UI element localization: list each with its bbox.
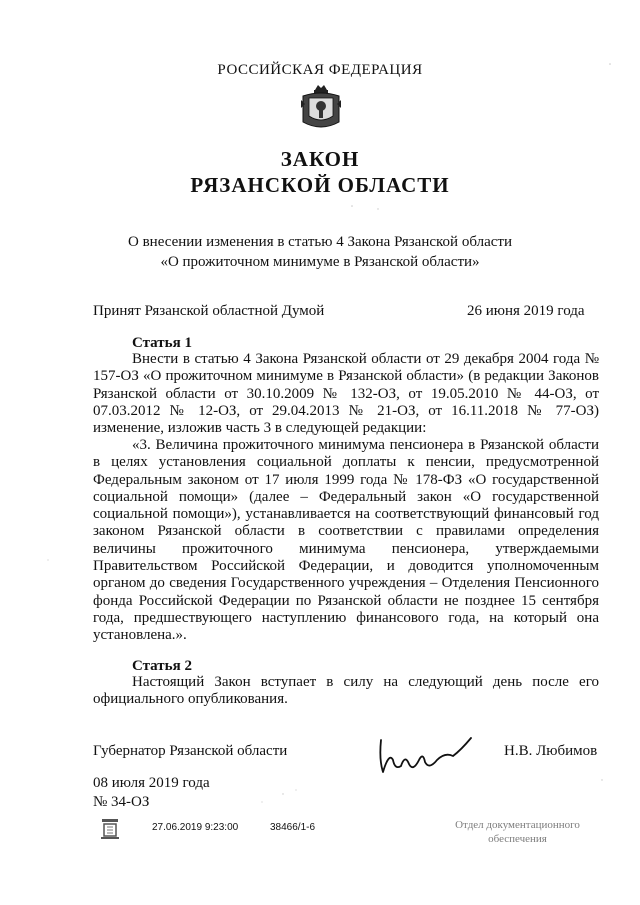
coat-of-arms-emblem — [299, 82, 343, 134]
registration-code: 38466/1-6 — [270, 822, 316, 833]
subject-line-2: «О прожиточном минимуме в Рязанской области» — [160, 254, 480, 270]
department-stamp — [430, 818, 605, 846]
country-header: РОССИЙСКАЯ ФЕДЕРАЦИЯ — [217, 62, 423, 78]
article-2-text: Настоящий Закон вступает в силу на следующий день после его официального опубликования. — [93, 674, 599, 708]
law-title-line-2: РЯЗАНСКОЙ ОБЛАСТИ — [190, 173, 450, 197]
adoption-date: 26 июня 2019 года — [467, 303, 585, 319]
law-subject — [0, 232, 640, 272]
law-number: № 34-ОЗ — [93, 794, 150, 810]
governor-title: Губернатор Рязанской области — [93, 743, 288, 759]
signing-date: 08 июля 2019 года — [93, 775, 210, 791]
law-title — [0, 146, 640, 198]
subject-line-1: О внесении изменения в статью 4 Закона Рязанской области — [128, 234, 512, 250]
governor-name: Н.В. Любимов — [504, 743, 598, 759]
article-1-intro: Внести в статью 4 Закона Рязанской области от 29 декабря 2004 года № 157-ОЗ «О прожиточном минимуме в Рязанской области» (в редакции Законов Рязанской области от 30.10.2009 № 132-ОЗ, от 19.05.2010 № 44-ОЗ, от 07.03.2012 № 12-ОЗ, от 29.04.2013 № 21-ОЗ, от 16.11.2018 № 77-ОЗ) изменение, изложив часть 3 в следующей редакции: — [93, 351, 599, 437]
registry-logo-icon — [99, 816, 121, 842]
department-stamp-line-1: Отдел документационного — [455, 819, 580, 831]
article-1-quote: «3. Величина прожиточного минимума пенсионера в Рязанской области в целях установления социальной доплаты к пенсии, предусмотренной Федеральным законом от 17 июля 1999 года № 178-ФЗ «О государственной социальной помощи» (далее – Федеральный закон «О государственной социальной помощи»), устанавливается на соответствующий финансовый год законом Рязанской области в соответствии с правилами определения величины прожиточного минимума пенсионера, утверждаемыми Правительством Российской Федерации, и доводится уполномоченным органом до сведения Государственного учреждения – Отделения Пенсионного фонда Российской Федерации по Рязанской области не позднее 15 сентября года, предшествующего наступлению финансового года, на который она установлена.». — [93, 437, 599, 644]
department-stamp-line-2: обеспечения — [488, 833, 547, 845]
law-title-line-1: ЗАКОН — [280, 147, 360, 171]
article-1-heading: Статья 1 — [132, 335, 192, 351]
registration-timestamp: 27.06.2019 9:23:00 — [152, 822, 239, 833]
handwritten-signature — [375, 730, 475, 778]
adopted-by: Принят Рязанской областной Думой — [93, 303, 325, 319]
article-2-heading: Статья 2 — [132, 658, 192, 674]
